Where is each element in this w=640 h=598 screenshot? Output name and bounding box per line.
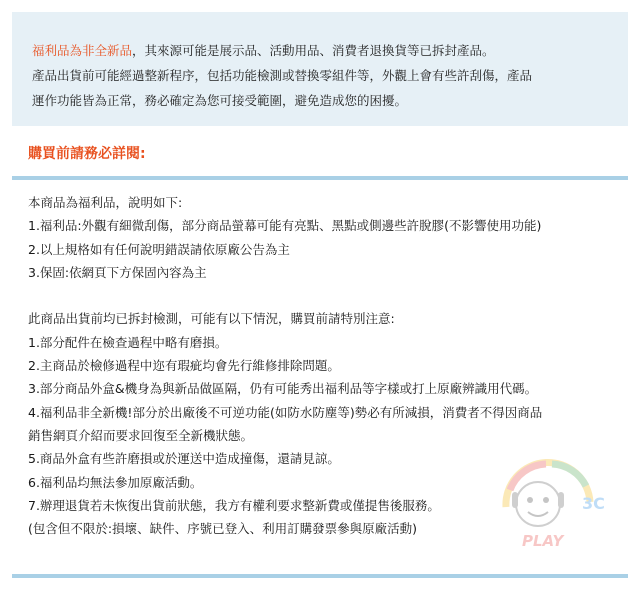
intro-title: 本商品為福利品，說明如下: (28, 195, 183, 210)
notes-item: 5.商品外盒有些許磨損或於運送中造成撞傷，還請見諒。 (28, 451, 340, 467)
watermark-3c-text: 3C (582, 494, 605, 513)
spacer (28, 284, 618, 307)
notes-item: 6.福利品均無法參加原廠活動。 (28, 474, 203, 490)
notice-line-1-rest: ，其來源可能是展示品、活動用品、消費者退換貨等已拆封產品。 (132, 43, 495, 58)
notes-item: 7.辦理退貨若未恢復出貨前狀態，我方有權利要求整新費或僅提售後服務。 (28, 497, 440, 513)
intro-item: 1.福利品:外觀有細微刮傷，部分商品螢幕可能有亮點、黑點或側邊些許脫膠(不影響使用功能) (28, 218, 542, 234)
divider-bottom (12, 574, 628, 578)
divider-top (12, 176, 628, 180)
notice-line-3: 運作功能皆為正常，務必確定為您可接受範圍，避免造成您的困擾。 (32, 93, 408, 108)
section-heading: 購買前請務必詳閱: (28, 146, 146, 162)
notes-item: 3.部分商品外盒&機身為與新品做區隔，仍有可能秀出福利品等字樣或打上原廠辨識用代碼。 (28, 381, 538, 397)
notes-item: (包含但不限於:損壞、缺件、序號已登入、利用訂購發票參與原廠活動) (28, 521, 417, 537)
notes-item: 4.福利品非全新機!部分於出廠後不可逆功能(如防水防塵等)勢必有所減損，消費者不得因商品 (28, 404, 543, 420)
intro-item: 2.以上規格如有任何說明錯誤請依原廠公告為主 (28, 241, 290, 257)
3c-play-watermark-logo (486, 452, 616, 552)
notes-title: 此商品出貨前均已拆封檢測，可能有以下情況，購買前請特別注意: (28, 311, 395, 327)
notes-item: 1.部分配件在檢查過程中略有磨損。 (28, 334, 228, 350)
notice-highlight: 福利品為非全新品 (32, 43, 133, 58)
notice-line-1 (32, 38, 608, 63)
notice-line-2: 產品出貨前可能經過整新程序，包括功能檢測或替換零組件等，外觀上會有些許刮傷，產品 (32, 68, 533, 83)
notes-item: 2.主商品於檢修過程中迩有瑕疵均會先行維修排除問題。 (28, 358, 340, 374)
intro-item: 3.保固:依網頁下方保固內容為主 (28, 264, 207, 280)
watermark-play-text: PLAY (522, 532, 564, 550)
notice-box (12, 12, 628, 126)
notes-item: 銷售網頁介紹而要求回復至全新機狀態。 (28, 427, 254, 443)
